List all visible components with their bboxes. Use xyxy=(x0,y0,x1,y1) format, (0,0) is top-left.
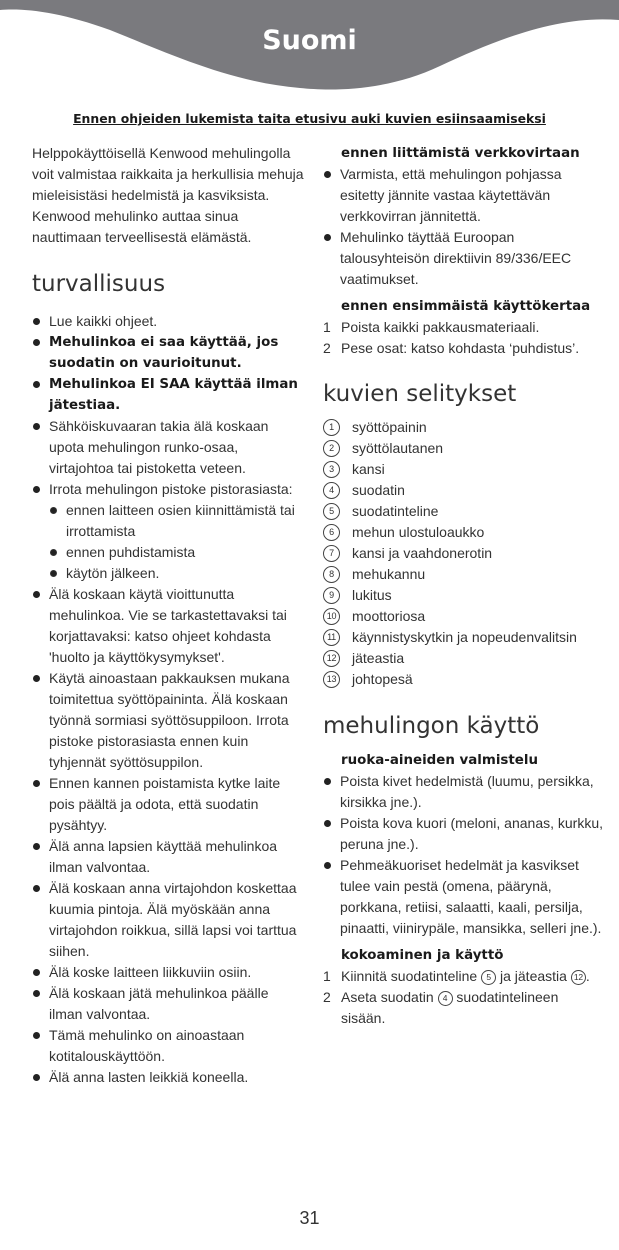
part-number-circle: 13 xyxy=(323,671,340,688)
part-label: syöttölautanen xyxy=(352,440,444,456)
part-number-circle: 2 xyxy=(323,440,340,457)
step-text: Aseta suodatin xyxy=(341,989,434,1005)
list-item xyxy=(323,966,603,987)
part-number-circle: 6 xyxy=(323,524,340,541)
list-item: Poista kova kuori (meloni, ananas, kurkku, peruna jne.). xyxy=(323,813,603,855)
list-item xyxy=(323,480,603,501)
part-number-circle: 7 xyxy=(323,545,340,562)
header-band xyxy=(0,0,619,100)
left-column xyxy=(32,143,304,1088)
list-item: Älä koske laitteen liikkuviin osiin. xyxy=(32,962,304,983)
list-item: Poista kivet hedelmistä (luumu, persikka, kirsikka jne.). xyxy=(323,771,603,813)
step-number: 2 xyxy=(323,989,331,1005)
list-item xyxy=(323,438,603,459)
list-item: Sähköiskuvaaran takia älä koskaan upota mehulingon runko-osaa, virtajohtoa tai pistoketta veteen. xyxy=(32,416,304,479)
part-label: käynnistyskytkin ja nopeudenvalitsin xyxy=(352,629,577,645)
list-item xyxy=(323,987,603,1029)
step-number: 1 xyxy=(323,319,331,335)
list-item: Pehmeäkuoriset hedelmät ja kasvikset tulee vain pestä (omena, päärynä, porkkana, retiisi, salaatti, kaali, persilja, pinaatti, viinirypäle, mansikka, selleri jne.). xyxy=(323,855,603,939)
list-item xyxy=(323,522,603,543)
part-label: jäteastia xyxy=(352,650,405,666)
list-item: Käytä ainoastaan pakkauksen mukana toimitettua syöttöpaininta. Älä koskaan työnnä sormiasi syöttösuppiloon. Irrota pistoke pistorasiasta ennen kuin tyhjennät syöttösuppilon. xyxy=(32,668,304,773)
sub-list-item: ennen laitteen osien kiinnittämistä tai irrottamista xyxy=(49,500,304,542)
right-column xyxy=(323,143,603,1029)
unplug-sublist xyxy=(49,500,304,584)
fold-out-notice: Ennen ohjeiden lukemista taita etusivu auki kuvien esiinsaamiseksi xyxy=(73,111,546,126)
list-item: Varmista, että mehulingon pohjassa esitetty jännite vastaa käytettävän verkkovirran jännitettä. xyxy=(323,164,603,227)
list-item: Älä anna lasten leikkiä koneella. xyxy=(32,1067,304,1088)
prep-heading: ruoka-aineiden valmistelu xyxy=(341,753,539,768)
part-label: suodatinteline xyxy=(352,503,439,519)
step-number: 1 xyxy=(323,968,331,984)
list-item xyxy=(323,459,603,480)
list-item: Mehulinko täyttää Euroopan talousyhteisön direktiivin 89/336/EEC vaatimukset. xyxy=(323,227,603,290)
part-label: moottoriosa xyxy=(352,608,426,624)
list-item: Ennen kannen poistamista kytke laite pois päältä ja odota, että suodatin pysähtyy. xyxy=(32,773,304,836)
list-item: Mehulinkoa EI SAA käyttää ilman jätestiaa. xyxy=(32,374,304,416)
part-number-circle: 12 xyxy=(323,650,340,667)
part-number-circle: 3 xyxy=(323,461,340,478)
part-label: kansi ja vaahdonerotin xyxy=(352,545,493,561)
part-label: johtopesä xyxy=(352,671,413,687)
page-number: 31 xyxy=(299,1208,320,1228)
step-number: 2 xyxy=(323,340,331,356)
step-text: . xyxy=(585,968,590,984)
part-number-circle: 5 xyxy=(323,503,340,520)
part-label: suodatin xyxy=(352,482,405,498)
part-number-circle: 11 xyxy=(323,629,340,646)
list-item xyxy=(323,606,603,627)
list-item xyxy=(323,543,603,564)
list-item: Älä koskaan jätä mehulinkoa päälle ilman valvontaa. xyxy=(32,983,304,1025)
list-item xyxy=(323,648,603,669)
safety-list xyxy=(32,311,304,1088)
step-text: Poista kaikki pakkausmateriaali. xyxy=(341,319,540,335)
page-title: Suomi xyxy=(262,25,357,56)
part-label: syöttöpainin xyxy=(352,419,427,435)
step-text: ja jäteastia xyxy=(500,968,567,984)
list-item xyxy=(323,564,603,585)
list-item xyxy=(323,417,603,438)
list-item xyxy=(323,317,603,338)
part-number-circle: 1 xyxy=(323,419,340,436)
step-text: suodatintelineen sisään. xyxy=(341,989,559,1026)
part-number-circle: 4 xyxy=(323,482,340,499)
before-plugging-heading: ennen liittämistä verkkovirtaan xyxy=(341,146,580,161)
first-use-list xyxy=(323,317,603,359)
safety-heading: turvallisuus xyxy=(32,271,166,297)
assembly-list xyxy=(323,966,603,1029)
part-label: mehukannu xyxy=(352,566,426,582)
list-item xyxy=(323,585,603,606)
part-number-circle: 10 xyxy=(323,608,340,625)
before-plugging-list xyxy=(323,164,603,290)
list-item xyxy=(32,479,304,584)
list-item: Lue kaikki ohjeet. xyxy=(32,311,304,332)
step-text: Kiinnitä suodatinteline xyxy=(341,968,478,984)
part-number-circle: 8 xyxy=(323,566,340,583)
unplug-lead: Irrota mehulingon pistoke pistorasiasta: xyxy=(49,481,293,497)
step-text: Pese osat: katso kohdasta ‘puhdistus’. xyxy=(341,340,580,356)
first-use-heading: ennen ensimmäistä käyttökertaa xyxy=(341,299,591,314)
part-ref-circle: 5 xyxy=(481,970,496,985)
part-ref-circle: 4 xyxy=(438,991,453,1006)
prep-list xyxy=(323,771,603,939)
list-item xyxy=(323,627,603,648)
list-item: Mehulinkoa ei saa käyttää, jos suodatin on vaurioitunut. xyxy=(32,332,304,374)
intro-paragraph: Helppokäyttöisellä Kenwood mehulingolla voit valmistaa raikkaita ja herkullisia mehuja mieleisistäsi hedelmistä ja kasviksista. Kenwood mehulinko auttaa sinua nauttimaan terveellisestä elämästä. xyxy=(32,145,304,245)
parts-list xyxy=(323,417,603,690)
part-number-circle: 9 xyxy=(323,587,340,604)
list-item: Älä koskaan anna virtajohdon koskettaa kuumia pintoja. Älä myöskään anna virtajohdon roikkua, sillä lapsi voi tarttua siihen. xyxy=(32,878,304,962)
part-label: kansi xyxy=(352,461,385,477)
part-label: lukitus xyxy=(352,587,392,603)
usage-heading: mehulingon käyttö xyxy=(323,713,540,739)
sub-list-item: käytön jälkeen. xyxy=(49,563,304,584)
list-item: Älä anna lapsien käyttää mehulinkoa ilman valvontaa. xyxy=(32,836,304,878)
part-label: mehun ulostuloaukko xyxy=(352,524,485,540)
assembly-heading: kokoaminen ja käyttö xyxy=(341,948,504,963)
list-item: Tämä mehulinko on ainoastaan kotitalouskäyttöön. xyxy=(32,1025,304,1067)
list-item xyxy=(323,501,603,522)
sub-list-item: ennen puhdistamista xyxy=(49,542,304,563)
list-item xyxy=(323,669,603,690)
key-heading: kuvien selitykset xyxy=(323,381,517,407)
part-ref-circle: 12 xyxy=(571,970,586,985)
list-item: Älä koskaan käytä vioittunutta mehulinkoa. Vie se tarkastettavaksi tai korjattavaksi: katso ohjeet kohdasta 'huolto ja käyttökysymykset'. xyxy=(32,584,304,668)
list-item xyxy=(323,338,603,359)
